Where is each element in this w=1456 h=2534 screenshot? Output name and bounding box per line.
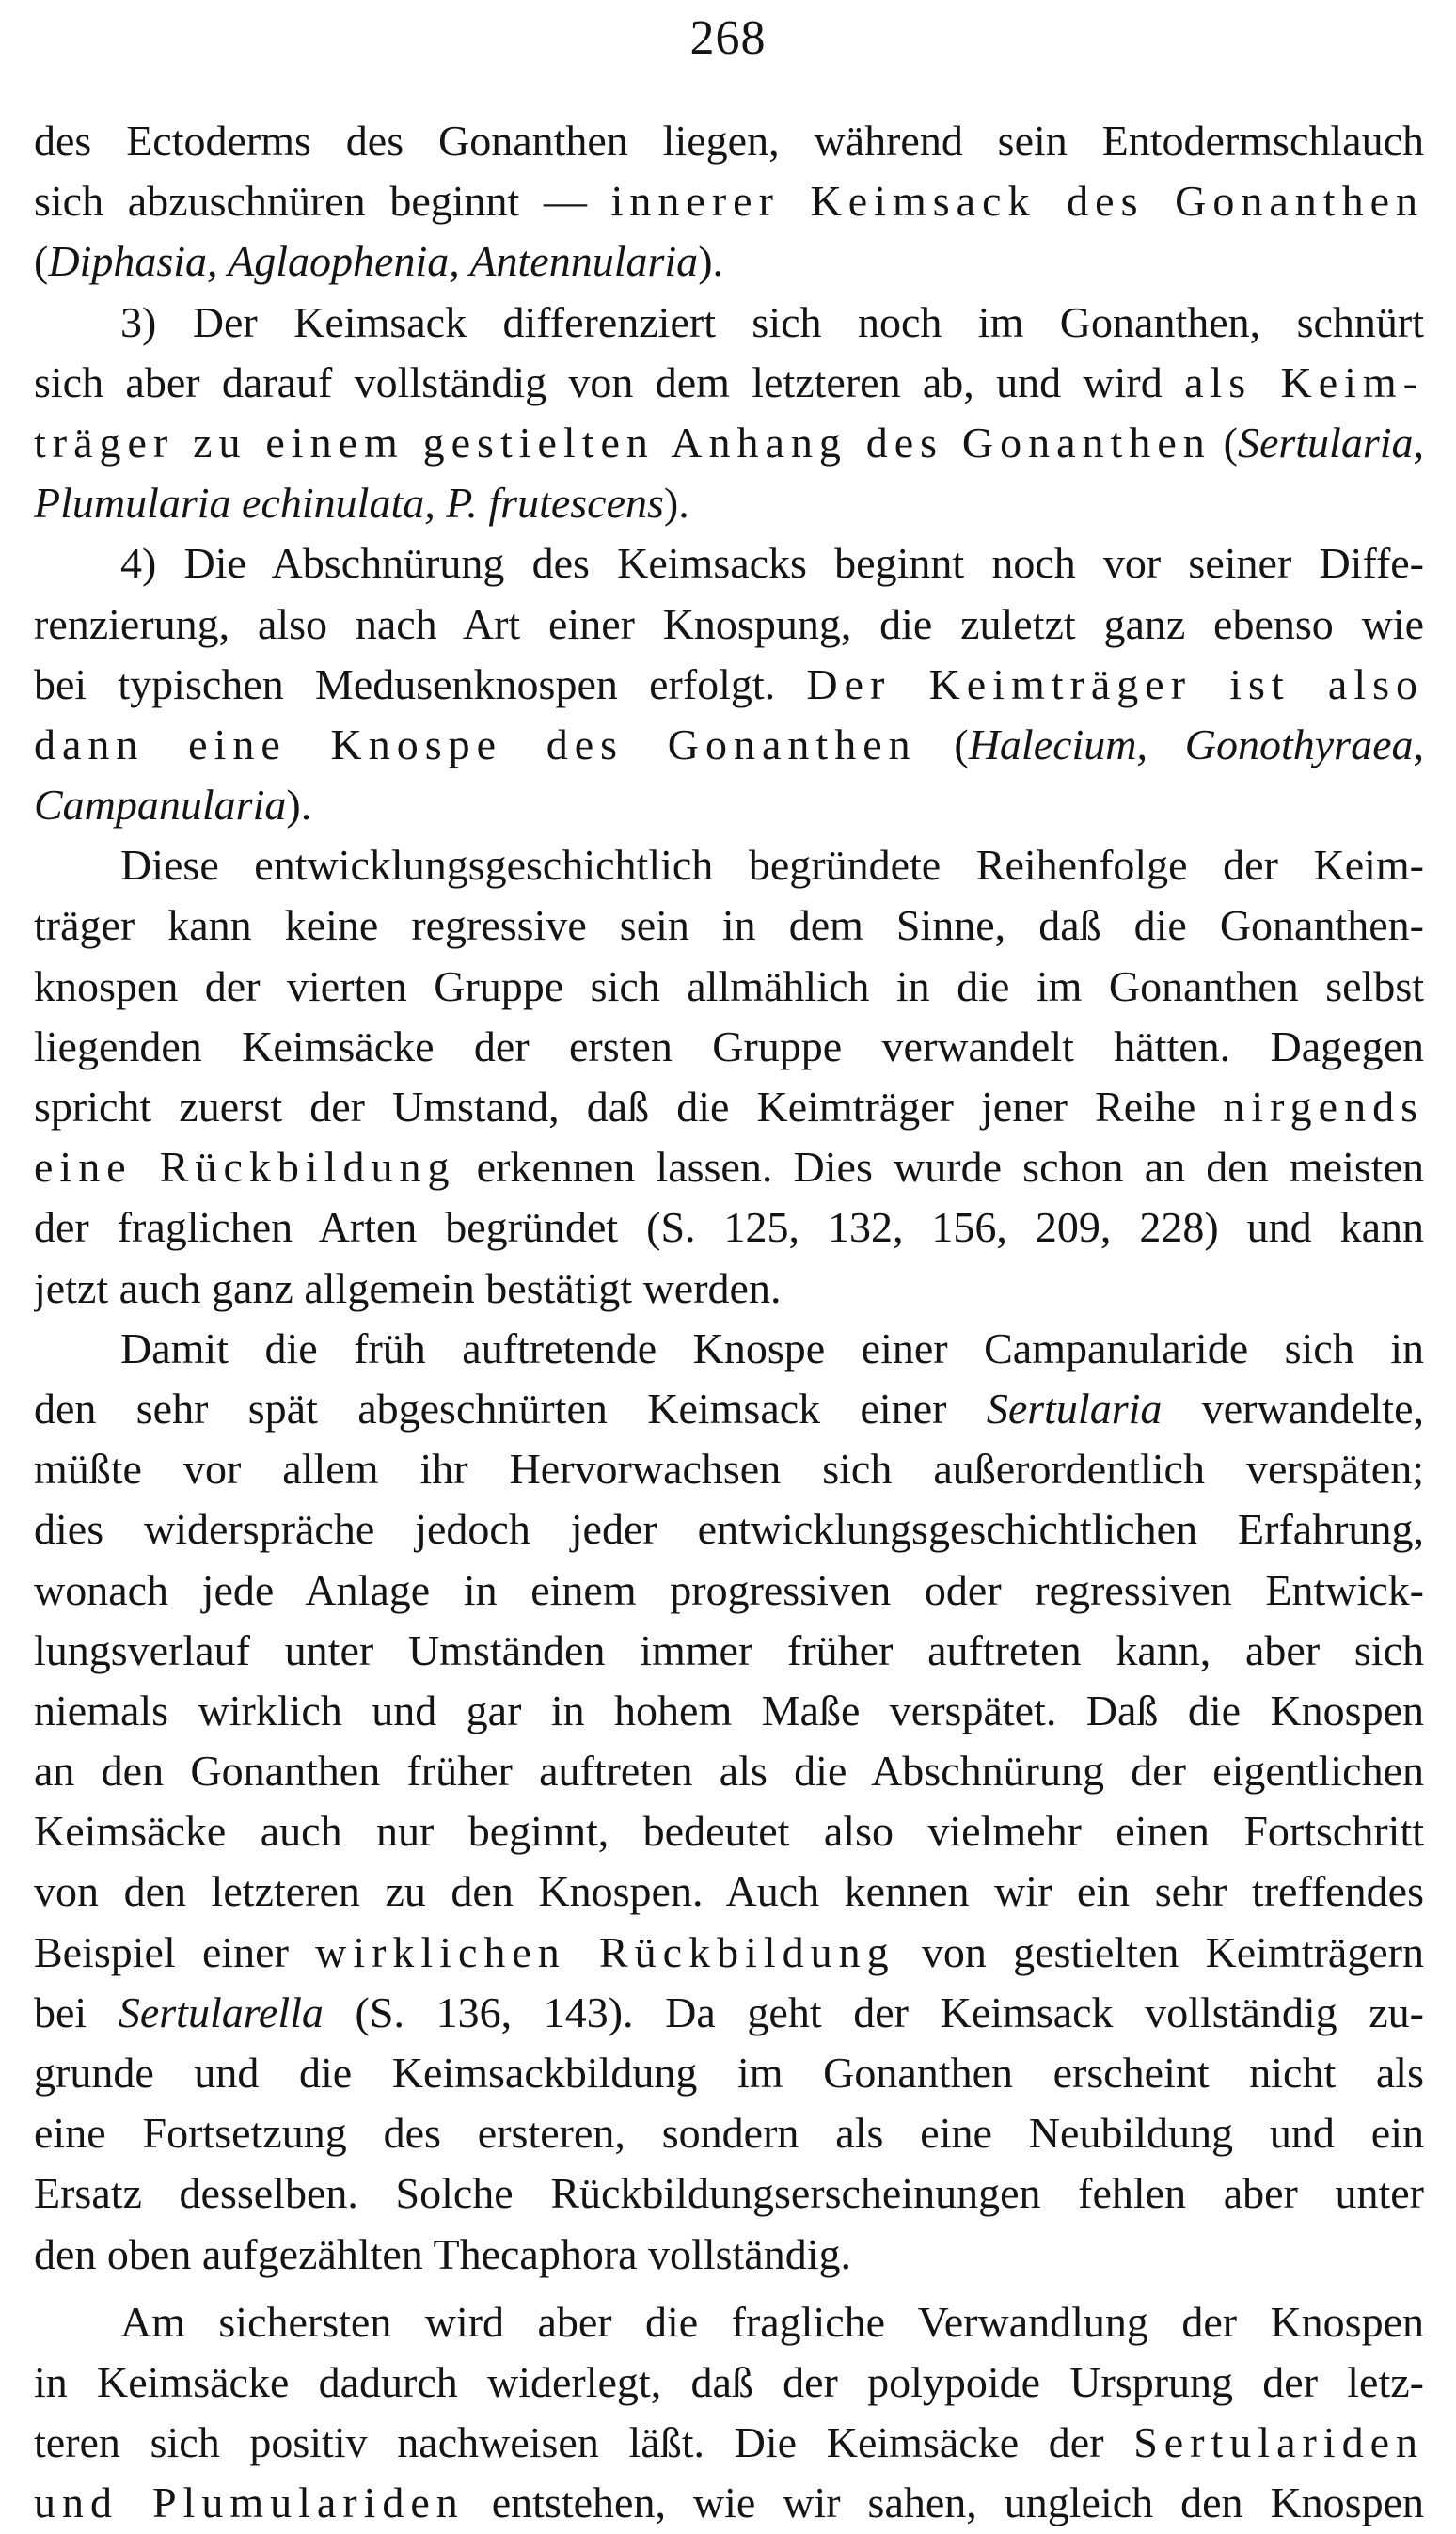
text-line [34,2163,1424,2224]
text-run: (S. 136, 143). Da geht der Keimsack vollständig zu- [323,1988,1424,2036]
text-line [34,594,1424,655]
text-line [34,775,1424,835]
text-run: eine Fortsetzung des ersteren, sondern als eine Neubildung und ein [34,2109,1424,2158]
text-line [34,1319,1424,1379]
text-run: Am sichersten wird aber die fragliche Verwandlung der Knospen [120,2297,1424,2346]
text-line [34,353,1424,413]
text-line [34,533,1424,594]
text-run: sich aber darauf vollständig von dem letzteren ab, und wird [34,357,1185,406]
text-run: niemals wirklich und gar in hohem Maße verspätet. Daß die Knospen [34,1686,1424,1734]
text-run: jetzt auch ganz allgemein bestätigt werden. [34,1263,782,1312]
text-run: den oben aufgezählten Thecaphora vollständig. [34,2229,851,2278]
text-run: Ersatz desselben. Solche Rückbildungserscheinungen fehlen aber unter [34,2169,1424,2218]
text-line [34,2225,1424,2285]
spaced-emphasis: innerer Keimsack des Gonanthen [610,177,1424,226]
text-run: ( [34,237,49,286]
text-line [34,1681,1424,1741]
text-run: 4) Die Abschnürung des Keimsacks beginnt noch vor seiner Diffe- [120,539,1424,588]
text-run: ). [286,781,312,830]
text-run: lungsverlauf unter Umständen immer früher auftreten kann, aber sich [34,1625,1424,1674]
text-line [34,1560,1424,1621]
text-run: des Ectoderms des Gonanthen liegen, während sein Entodermschlauch [34,117,1424,165]
text-run: von gestielten Keimträgern [894,1927,1424,1976]
text-run: müßte vor allem ihr Hervorwachsen sich außerordentlich verspäten; [34,1445,1424,1494]
text-line [34,293,1424,353]
text-run: ( [916,720,969,768]
text-run: knospen der vierten Gruppe sich allmählich in die im Gonanthen selbst [34,961,1424,1010]
text-line [34,2292,1424,2352]
text-run: erkennen lassen. Dies wurde schon an den meisten [455,1143,1424,1192]
page-number: 268 [689,11,767,65]
text-line [34,1379,1424,1439]
text-line [34,2043,1424,2103]
text-line [34,413,1424,473]
spaced-emphasis: als Keim- [1184,357,1424,406]
text-line [34,715,1424,775]
text-run: in Keimsäcke dadurch widerlegt, daß der polypoide Ursprung der letz- [34,2357,1424,2406]
text-line [34,2352,1424,2413]
text-run: Diese entwicklungsgeschichtlich begründete Reihenfolge der Keim- [120,841,1424,890]
text-run: verwandelte, [1162,1384,1424,1433]
text-run: grunde und die Keimsackbildung im Gonanthen erscheint nicht als [34,2049,1424,2097]
text-run: der fraglichen Arten begründet (S. 125, 132, 156, 209, 228) und kann [34,1203,1424,1252]
text-line [34,1499,1424,1560]
text-line [34,1741,1424,1801]
text-line [34,1439,1424,1499]
text-line [34,111,1424,171]
spaced-emphasis: Der Keimträger ist also [806,659,1424,708]
text-run: 3) Der Keimsack differenziert sich noch im Gonanthen, schnürt [120,297,1424,346]
spaced-emphasis: dann eine Knospe des Gonanthen [34,720,917,768]
text-line [34,2413,1424,2473]
text-line [34,1983,1424,2043]
italic-taxon: Diphasia, Aglaophenia, Antennularia [48,237,699,286]
text-run: bei typischen Medusenknospen erfolgt. [34,659,807,708]
text-line [34,473,1424,533]
text-run: teren sich positiv nachweisen läßt. Die Keimsäcke der [34,2418,1134,2467]
text-run: dies widerspräche jedoch jeder entwicklungsgeschichtlichen Erfahrung, [34,1505,1424,1554]
spaced-emphasis: wirklichen Rückbildung [315,1927,895,1976]
text-run: spricht zuerst der Umstand, daß die Keimträger jener Reihe [34,1083,1224,1131]
text-line [34,1801,1424,1861]
text-line [34,2473,1424,2533]
italic-taxon: Plumularia echinulata, P. frutescens [34,479,664,528]
text-line [34,835,1424,895]
text-run: ). [698,237,724,286]
text-run: entstehen, wie wir sahen, ungleich den Knospen [464,2479,1424,2527]
spaced-emphasis: träger zu einem gestielten Anhang des Gonanthen [34,418,1211,467]
text-run: liegenden Keimsäcke der ersten Gruppe verwandelt hätten. Dagegen [34,1022,1424,1070]
text-line [34,231,1424,292]
text-run: sich abzuschnüren beginnt — [34,177,611,226]
text-line [34,957,1424,1017]
text-run: ( [1211,418,1238,467]
text-run: Damit die früh auftretende Knospe einer Campanularide sich in [120,1323,1424,1372]
text-line [34,1077,1424,1137]
text-line [34,1017,1424,1077]
text-line [34,1621,1424,1681]
italic-taxon: Sertularia [986,1384,1163,1433]
text-run: wonach jede Anlage in einem progressiven oder regressiven Entwick- [34,1565,1424,1614]
spaced-emphasis: und Plumulariden [34,2479,465,2527]
italic-taxon: Sertularella [118,1988,324,2036]
text-line [34,1861,1424,1922]
spaced-emphasis: eine Rückbildung [34,1143,456,1192]
italic-taxon: Sertularia, [1237,418,1424,467]
text-run: träger kann keine regressive sein in dem Sinne, daß die Gonanthen- [34,901,1424,950]
text-line [34,1197,1424,1258]
spaced-emphasis: Sertulariden [1133,2418,1424,2467]
text-run: bei [34,1988,119,2036]
italic-taxon: Campanularia [34,781,287,830]
text-line [34,1259,1424,1319]
text-line [34,655,1424,715]
text-line [34,895,1424,956]
italic-taxon: Halecium, Gonothyraea, [968,720,1424,768]
spaced-emphasis: nirgends [1223,1083,1424,1131]
text-run: von den letzteren zu den Knospen. Auch kennen wir ein sehr treffendes [34,1867,1424,1916]
body-text [34,111,1424,2534]
text-run: ). [663,479,689,528]
text-line [34,2103,1424,2163]
text-run: Keimsäcke auch nur beginnt, bedeutet also vielmehr einen Fortschritt [34,1807,1424,1856]
text-line [34,1137,1424,1197]
text-run: renzierung, also nach Art einer Knospung, die zuletzt ganz ebenso wie [34,599,1424,648]
text-line [34,171,1424,231]
text-run: an den Gonanthen früher auftreten als die Abschnürung der eigentlichen [34,1747,1424,1796]
text-line [34,1923,1424,1983]
text-run: den sehr spät abgeschnürten Keimsack einer [34,1384,987,1433]
text-run: Beispiel einer [34,1927,316,1976]
